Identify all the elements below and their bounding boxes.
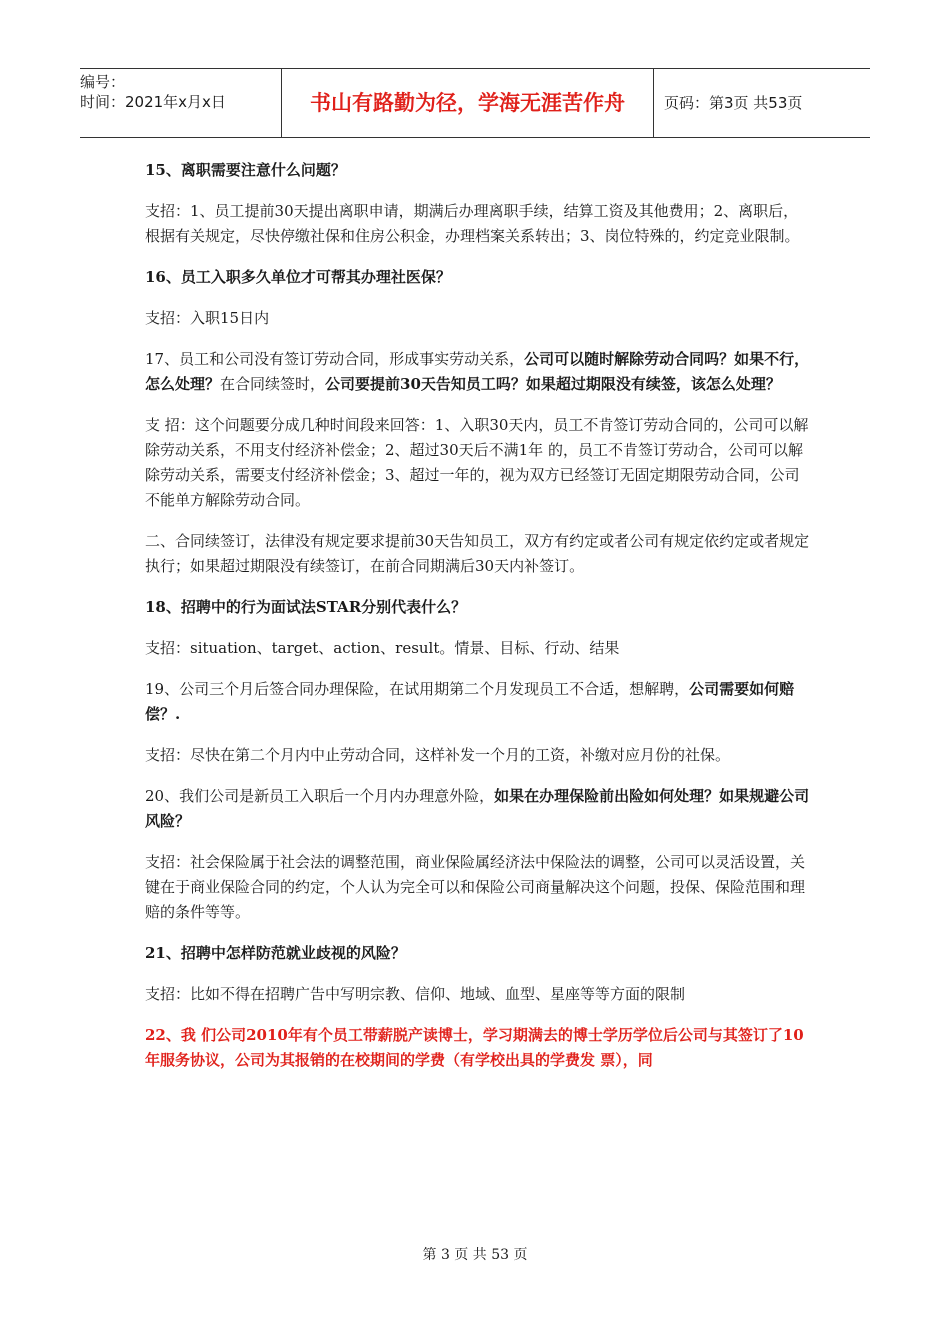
question-22: 22、我 们公司2010年有个员工带薪脱产读博士，学习期满去的博士学历学位后公司与其签订了10年服务协议，公司为其报销的在校期间的学费（有学校出具的学费发 票），同 — [145, 1026, 804, 1069]
page-footer: 第 3 页 共 53 页 — [422, 1247, 528, 1263]
answer-18: 支招：situation、target、action、result。情景、目标、行动、结果 — [145, 639, 620, 657]
answer-21: 支招：比如不得在招聘广告中写明宗教、信仰、地域、血型、星座等等方面的限制 — [145, 985, 686, 1003]
question-20: 20、我们公司是新员工入职后一个月内办理意外险，如果在办理保险前出险如何处理？如果规避公司风险？ — [145, 787, 810, 830]
header-motto: 书山有路勤为径，学海无涯苦作舟 — [282, 69, 654, 137]
question-18: 18、招聘中的行为面试法STAR分别代表什么？ — [145, 598, 467, 616]
time-label: 时间：2021年x月x日 — [80, 93, 226, 111]
question-17: 17、员工和公司没有签订劳动合同，形成事实劳动关系，公司可以随时解除劳动合同吗？如果不行，怎么处理？在合同续签时，公司要提前30天告知员工吗？如果超过期限没有续签，该怎么处理？ — [145, 350, 810, 393]
answer-17-part-2: 二、合同续签订，法律没有规定要求提前30天告知员工，双方有约定或者公司有规定依约定或者规定执行；如果超过期限没有续签订，在前合同期满后30天内补签订。 — [145, 532, 810, 575]
number-label: 编号： — [80, 73, 126, 91]
answer-17-part-1: 支 招：这个问题要分成几种时间段来回答：1、入职30天内，员工不肯签订劳动合同的，公司可以解除劳动关系，不用支付经济补偿金；2、超过30天后不满1年 的，员工不肯签订劳动合，公司可以解除劳动关系，需要支付经济补偿金；3、超过一年的，视为双方已经签订无固定期限劳动合同，公司不能单方解除劳动合同。 — [145, 416, 809, 509]
header-meta — [80, 69, 282, 137]
document-body — [145, 158, 813, 1089]
question-15: 15、离职需要注意什么问题？ — [145, 161, 346, 179]
answer-20: 支招：社会保险属于社会法的调整范围，商业保险属经济法中保险法的调整，公司可以灵活设置，关键在于商业保险合同的约定，个人认为完全可以和保险公司商量解决这个问题，投保、保险范围和理赔的条件等等。 — [145, 853, 806, 921]
question-19: 19、公司三个月后签合同办理保险，在试用期第二个月发现员工不合适，想解聘，公司需要如何赔偿？. — [145, 680, 795, 723]
answer-15: 支招：1、员工提前30天提出离职申请，期满后办理离职手续，结算工资及其他费用；2、离职后，根据有关规定，尽快停缴社保和住房公积金，办理档案关系转出；3、岗位特殊的，约定竞业限制。 — [145, 202, 800, 245]
question-21: 21、招聘中怎样防范就业歧视的风险？ — [145, 944, 406, 962]
page-header — [80, 68, 870, 138]
question-16: 16、员工入职多久单位才可帮其办理社医保？ — [145, 268, 451, 286]
answer-16: 支招：入职15日内 — [145, 309, 270, 327]
header-page-info: 页码：第3页 共53页 — [664, 94, 803, 112]
answer-19: 支招：尽快在第二个月内中止劳动合同，这样补发一个月的工资，补缴对应月份的社保。 — [145, 746, 731, 764]
